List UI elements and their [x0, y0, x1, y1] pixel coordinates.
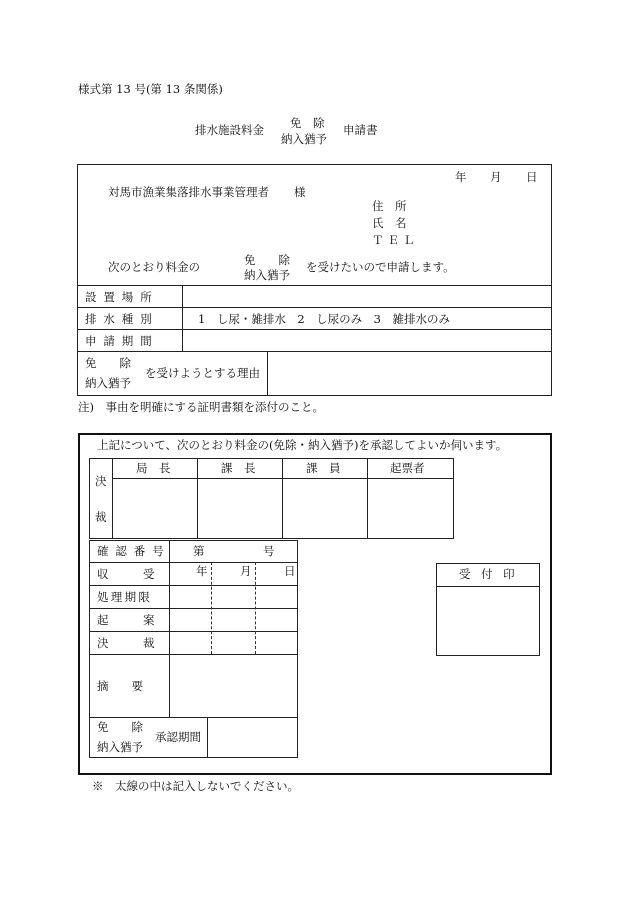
drainage-type-label: 排水種別: [85, 312, 159, 326]
name-label: 氏 名: [372, 216, 407, 230]
addressee: 対馬市漁業集落排水事業管理者: [108, 185, 269, 199]
reason-suffix: を受けようとする理由: [145, 366, 260, 380]
receipt-month: 月: [240, 564, 252, 578]
row-line: [89, 654, 298, 655]
row-line: [77, 351, 552, 352]
header-drafter: 起票者: [390, 461, 425, 475]
col-line: [207, 717, 208, 758]
header-section-chief: 課 長: [221, 461, 256, 475]
dashed-divider: [211, 562, 212, 654]
title-stack-top: 免 除: [290, 116, 325, 130]
period-label: 申請期間: [85, 334, 159, 348]
form-number: 様式第 13 号(第 13 条関係): [78, 82, 223, 96]
request-stack-top: 免 除: [244, 253, 290, 267]
row-line: [77, 329, 552, 330]
receipt-label: 収 受: [97, 567, 155, 581]
col-line: [112, 458, 113, 539]
approval-label-2: 裁: [95, 510, 107, 524]
stamp-label: 受 付 印: [459, 567, 519, 581]
request-suffix: を受けたいので申請します。: [306, 260, 455, 274]
attachment-note: 注) 事由を明確にする証明書類を添付のこと。: [78, 400, 324, 414]
dashed-divider: [255, 562, 256, 654]
header-director: 局 長: [136, 461, 171, 475]
office-intro: 上記について、次のとおり料金の(免除・納入猶予)を承認してよいか伺います。: [97, 438, 508, 452]
header-staff: 課 員: [306, 461, 341, 475]
row-line: [89, 562, 298, 563]
receipt-year: 年: [196, 564, 208, 578]
date-year: 年: [455, 170, 467, 184]
col-line: [182, 285, 183, 351]
period-stack-top: 免 除: [97, 720, 143, 734]
period-suffix: 承認期間: [155, 730, 201, 744]
title-stack-bottom: 納入猶予: [281, 132, 327, 146]
reason-stack-top: 免 除: [85, 356, 131, 370]
row-line: [89, 717, 298, 718]
date-day: 日: [526, 170, 538, 184]
address-label: 住 所: [372, 199, 407, 213]
confirm-no-prefix: 第: [193, 544, 205, 558]
honorific: 様: [294, 185, 306, 199]
col-line: [197, 458, 198, 539]
row-line: [436, 586, 540, 587]
approval-label-1: 決: [95, 474, 107, 488]
title-prefix: 排水施設料金: [195, 123, 264, 137]
summary-label: 摘 要: [97, 679, 143, 693]
drainage-type-options: 1 し尿・雑排水 2 し尿のみ 3 雑排水のみ: [198, 312, 450, 326]
draft-label: 起 案: [97, 613, 155, 627]
reason-stack-bottom: 納入猶予: [85, 376, 131, 390]
row-line: [89, 585, 298, 586]
row-line: [89, 631, 298, 632]
row-line: [77, 285, 552, 286]
request-prefix: 次のとおり料金の: [108, 260, 200, 274]
footer-note: ※ 太線の中は記入しないでください。: [92, 779, 299, 793]
confirm-no-suffix: 号: [263, 544, 275, 558]
tel-label: ＴＥＬ: [372, 233, 419, 247]
confirm-no-label: 確認番号: [97, 544, 171, 558]
col-line: [367, 458, 368, 539]
request-stack-bottom: 納入猶予: [244, 268, 290, 282]
date-month: 月: [490, 170, 502, 184]
row-line: [112, 478, 454, 479]
period-stack-bottom: 納入猶予: [97, 740, 143, 754]
receipt-day: 日: [284, 564, 296, 578]
row-line: [89, 608, 298, 609]
col-line: [169, 540, 170, 717]
row-line: [77, 307, 552, 308]
location-label: 設置場所: [85, 290, 159, 304]
col-line: [267, 351, 268, 396]
col-line: [282, 458, 283, 539]
title-suffix: 申請書: [343, 123, 378, 137]
deadline-label: 処理期限: [97, 590, 153, 604]
decision-label: 決 裁: [97, 636, 155, 650]
